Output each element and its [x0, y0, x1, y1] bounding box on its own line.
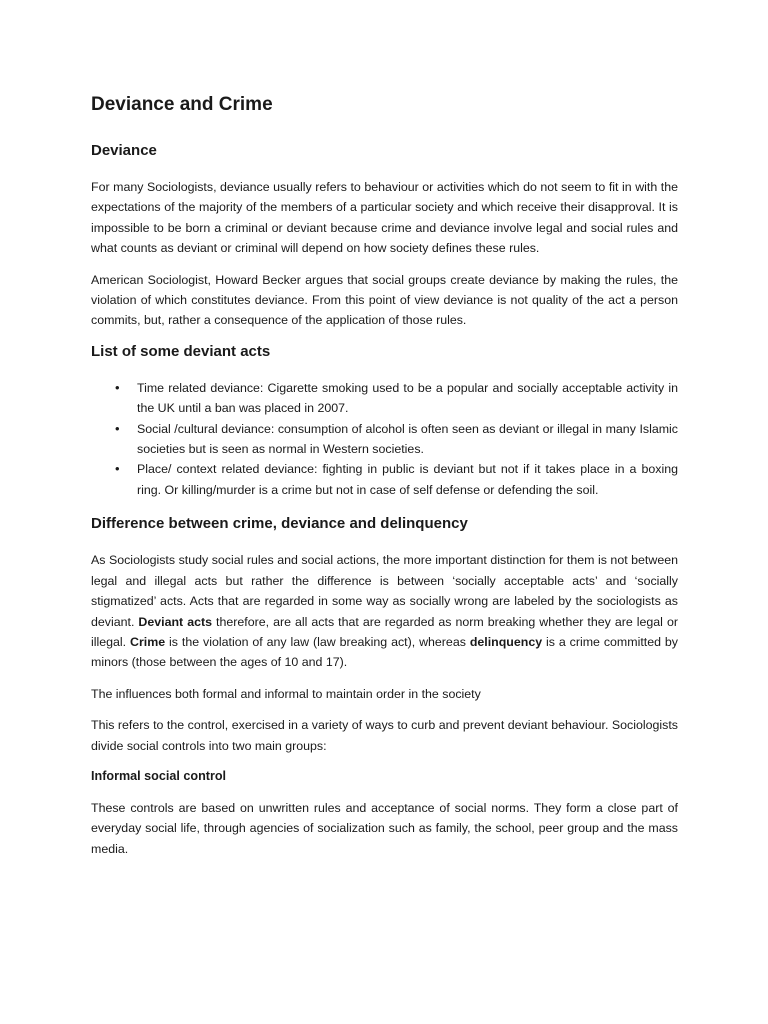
heading-deviant-acts: List of some deviant acts [91, 342, 271, 360]
list-item: • Place/ context related deviance: fighting in public is deviant but not if it takes place in a boxing ring. Or killing/murder is a crime but not in case of self defense or defending the soil. [137, 459, 678, 500]
heading-difference: Difference between crime, deviance and delinquency [91, 515, 468, 533]
paragraph-influences: The influences both formal and informal to maintain order in the society [91, 686, 481, 701]
bold-term-delinquency: delinquency [469, 634, 543, 649]
page-title: Deviance and Crime [91, 94, 273, 115]
paragraph-social-control: This refers to the control, exercised in a variety of ways to curb and prevent deviant behaviour. Sociologists divide social controls into two main groups: [91, 718, 678, 753]
text-run: is a crime committed by minors (those between the ages of 10 and 17). [91, 634, 678, 670]
heading-informal-control: Informal social control [91, 768, 227, 783]
text-run: As Sociologists study social rules and social actions, the more important distinction for them is not between legal and illegal acts but rather the difference is between ‘socially acceptable acts’ and ‘socially stigmatized’ acts. Acts that are regarded in some way as socially wrong are labeled by the sociologists as deviant. [91, 553, 678, 629]
text-run: is the violation of any law (law breaking act), whereas [165, 634, 470, 649]
bold-term-deviant-acts: Deviant acts [138, 614, 212, 629]
paragraph-becker: American Sociologist, Howard Becker argues that social groups create deviance by making the rules, the violation of which constitutes deviance. From this point of view deviance is not quality of the act a person commits, but, rather a consequence of the application of those rules. [91, 272, 678, 328]
paragraph-deviance-definition: For many Sociologists, deviance usually refers to behaviour or activities which do not seem to fit in with the expectations of the majority of the members of a particular society and which receive their disapproval. It is impossible to be born a criminal or deviant because crime and deviance involve legal and social rules and what counts as deviant or criminal will depend on how society defines these rules. [91, 180, 678, 256]
list-item: • Social /cultural deviance: consumption of alcohol is often seen as deviant or illegal in many Islamic societies but is seen as normal in Western societies. [137, 419, 678, 460]
list-item: • Time related deviance: Cigarette smoking used to be a popular and socially acceptable activity in the UK until a ban was placed in 2007. [137, 378, 678, 419]
paragraph-difference [91, 550, 678, 672]
paragraph-informal-control: These controls are based on unwritten rules and acceptance of social norms. They form a close part of everyday social life, through agencies of socialization such as family, the school, peer group and the mass media. [91, 800, 678, 856]
deviant-acts-list [91, 378, 678, 500]
text-run: therefore, are all acts that are regarded as norm breaking whether they are legal or illegal. [91, 614, 678, 649]
bold-term-crime: Crime [130, 634, 166, 649]
heading-deviance: Deviance [91, 142, 157, 159]
